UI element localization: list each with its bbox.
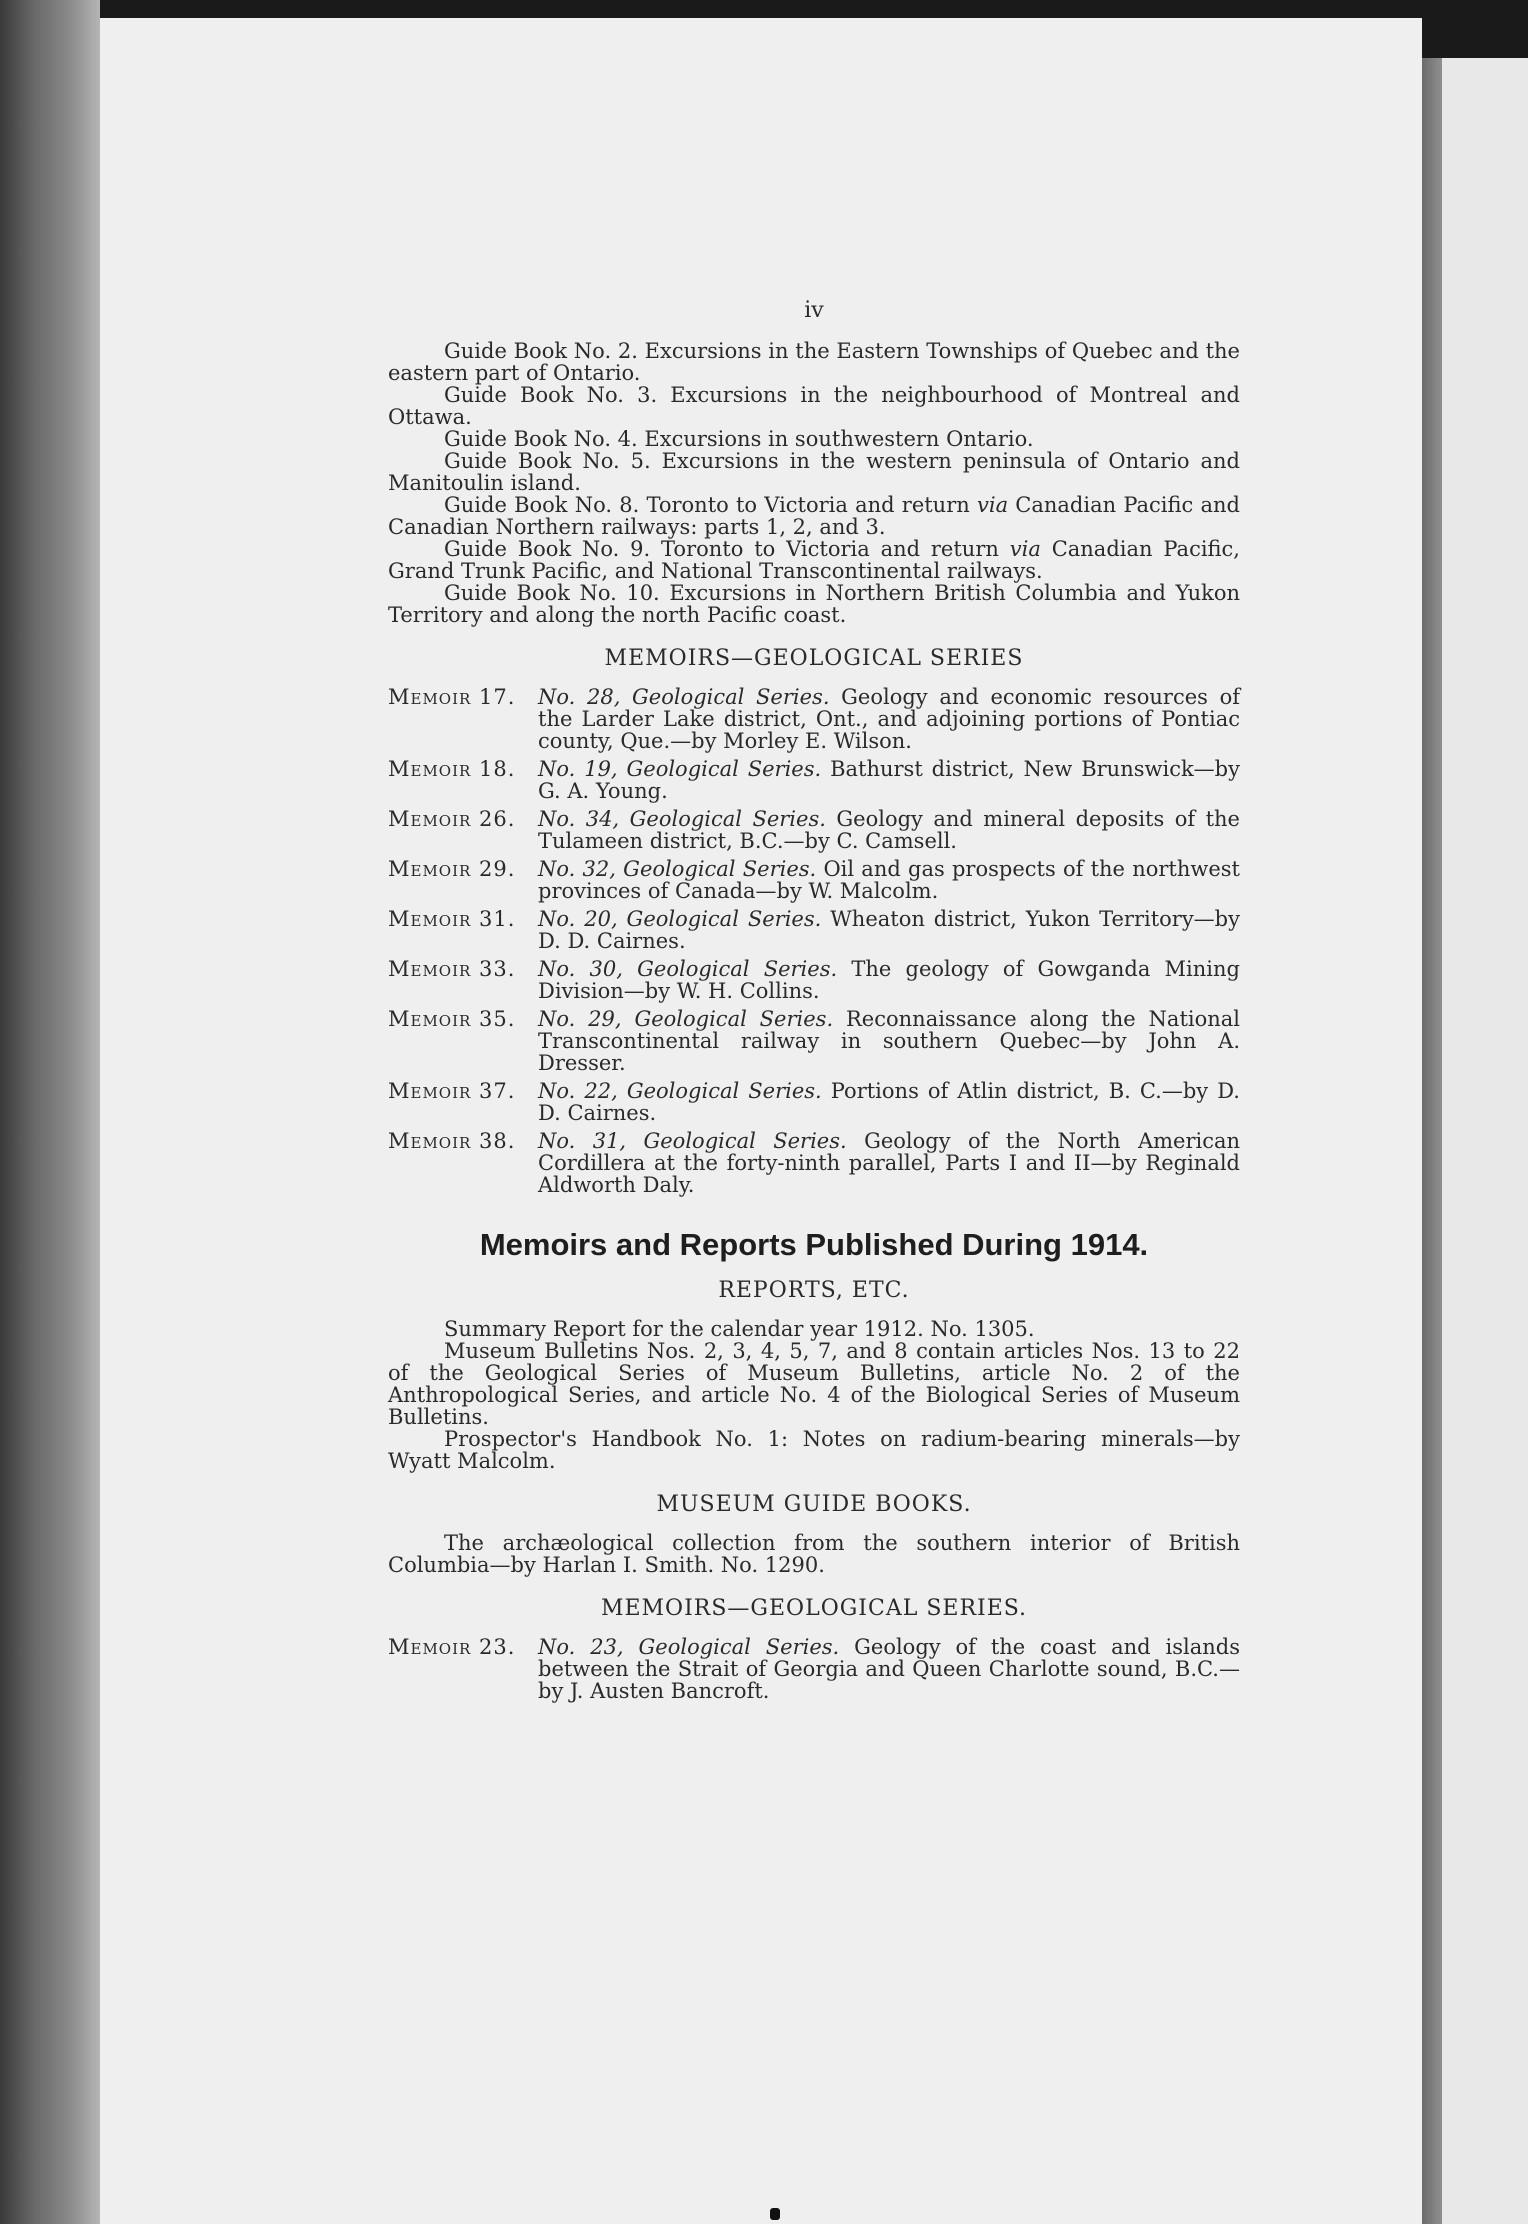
scan-artifact (770, 2208, 780, 2220)
memoir-description: Wheaton district, Yukon Territory—by D. D. Cairnes. (538, 907, 1240, 953)
memoir-text (538, 858, 1240, 902)
memoir-label: Memoir 17. (388, 685, 516, 709)
memoir-series: No. 34, Geological Series. (538, 807, 826, 831)
memoir-text (538, 686, 1240, 752)
memoir-series: No. 32, Geological Series. (538, 857, 817, 881)
facing-page (1442, 58, 1528, 2224)
guide-book-entry (388, 428, 1240, 450)
memoir-description: Oil and gas prospects of the northwest provinces of Canada—by W. Malcolm. (538, 857, 1240, 903)
memoir-text (538, 1080, 1240, 1124)
memoir-text (538, 1130, 1240, 1196)
guide-book-text: Canadian Pacific and Canadian Northern railways: parts 1, 2, and 3. (388, 493, 1240, 539)
guide-book-lead: Guide Book No. 8. (444, 493, 640, 517)
memoir-entry (388, 1636, 1240, 1702)
memoir-label: Memoir 18. (388, 757, 516, 781)
guide-book-lead: Guide Book No. 9. (444, 537, 651, 561)
memoir-description: The geology of Gowganda Mining Division—by W. H. Collins. (538, 957, 1240, 1003)
memoir-label: Memoir 33. (388, 957, 516, 981)
guide-book-list (388, 340, 1240, 626)
memoir-text (538, 958, 1240, 1002)
memoir-description: Geology of the North American Cordillera at the forty-ninth parallel, Parts I and II—by Reginald Aldworth Daly. (538, 1129, 1241, 1197)
memoir-label: Memoir 37. (388, 1079, 516, 1103)
memoir-text (538, 758, 1240, 802)
memoir-description: Geology of the coast and islands between the Strait of Georgia and Queen Charlotte sound, B.C.—by J. Austen Bancroft. (538, 1635, 1240, 1703)
guide-book-text: Excursions in Northern British Columbia and Yukon Territory and along the north Pacific coast. (388, 581, 1241, 627)
guide-book-via: via (1009, 537, 1041, 561)
guide-book-text: Excursions in the western peninsula of Ontario and Manitoulin island. (388, 449, 1240, 495)
guide-book-lead: Guide Book No. 4. (444, 427, 638, 451)
memoir-entry (388, 958, 1240, 1002)
guide-book-lead: Guide Book No. 10. (444, 581, 660, 605)
memoir-label: Memoir 38. (388, 1129, 516, 1153)
memoir-description: Geology and mineral deposits of the Tulameen district, B.C.—by C. Camsell. (538, 807, 1240, 853)
memoir-text (538, 1008, 1240, 1074)
memoir-text (538, 908, 1240, 952)
section-title-reports: REPORTS, ETC. (718, 1278, 910, 1303)
museum-guide-entry: The archæological collection from the southern interior of British Columbia—by Harlan I. Smith. No. 1290. (388, 1531, 1240, 1577)
guide-book-entry (388, 340, 1240, 384)
guide-book-entry (388, 538, 1240, 582)
memoir-entry (388, 686, 1240, 752)
memoir-label: Memoir 26. (388, 807, 516, 831)
guide-book-via: via (976, 493, 1009, 517)
memoir-label: Memoir 23. (388, 1635, 516, 1659)
memoir-label: Memoir 31. (388, 907, 516, 931)
memoir-description: Geology and economic resources of the Larder Lake district, Ont., and adjoining portions of Pontiac county, Que.—by Morley E. Wilson. (538, 685, 1240, 753)
report-entry: Prospector's Handbook No. 1: Notes on radium-bearing minerals—by Wyatt Malcolm. (388, 1427, 1240, 1473)
memoir-text (538, 1636, 1240, 1702)
memoir-series: No. 23, Geological Series. (538, 1635, 840, 1659)
guide-book-text: Excursions in southwestern Ontario. (644, 427, 1034, 451)
guide-book-text: Toronto to Victoria and return (661, 537, 999, 561)
memoir-series: No. 31, Geological Series. (538, 1129, 847, 1153)
memoir-list (388, 686, 1240, 1196)
memoir-series: No. 30, Geological Series. (538, 957, 838, 981)
memoir-series: No. 19, Geological Series. (538, 757, 822, 781)
memoir-entry (388, 808, 1240, 852)
guide-book-entry (388, 494, 1240, 538)
guide-book-entry (388, 450, 1240, 494)
memoir-entry (388, 1080, 1240, 1124)
section-title-memoirs: MEMOIRS—GEOLOGICAL SERIES (604, 646, 1024, 671)
book-spine-edge (0, 0, 100, 2224)
guide-book-lead: Guide Book No. 5. (444, 449, 651, 473)
memoir-list-1914 (388, 1636, 1240, 1702)
memoir-series: No. 28, Geological Series. (538, 685, 830, 709)
report-entry: Summary Report for the calendar year 1912. No. 1305. (444, 1317, 1035, 1341)
heading-1914: Memoirs and Reports Published During 1914. (479, 1227, 1149, 1262)
reports-list (388, 1318, 1240, 1472)
memoir-label: Memoir 35. (388, 1007, 516, 1031)
memoir-entry (388, 1008, 1240, 1074)
memoir-description: Portions of Atlin district, B. C.—by D. D. Cairnes. (538, 1079, 1240, 1125)
memoir-entry (388, 758, 1240, 802)
memoir-series: No. 22, Geological Series. (538, 1079, 822, 1103)
guide-book-entry (388, 582, 1240, 626)
guide-book-text: Toronto to Victoria and return (646, 493, 970, 517)
memoir-entry (388, 1130, 1240, 1196)
page-gutter (1422, 58, 1442, 2224)
memoir-text (538, 808, 1240, 852)
page-content (388, 300, 1240, 1708)
report-entry: Museum Bulletins Nos. 2, 3, 4, 5, 7, and 8 contain articles Nos. 13 to 22 of the Geological Series of Museum Bulletins, article No. 2 of the Anthropological Series, and article No. 4 of the Biological Series of Museum Bulletins. (388, 1339, 1240, 1429)
section-title-museum-guide-books: MUSEUM GUIDE BOOKS. (656, 1492, 972, 1517)
guide-book-lead: Guide Book No. 3. (444, 383, 658, 407)
guide-book-text: Canadian Pacific, Grand Trunk Pacific, and National Transcontinental railways. (388, 537, 1240, 583)
guide-book-lead: Guide Book No. 2. (444, 339, 638, 363)
memoir-description: Bathurst district, New Brunswick—by G. A. Young. (538, 757, 1240, 803)
section-title-memoirs-1914: MEMOIRS—GEOLOGICAL SERIES. (600, 1596, 1028, 1621)
memoir-entry (388, 908, 1240, 952)
guide-book-entry (388, 384, 1240, 428)
page-number: iv (804, 298, 824, 323)
memoir-entry (388, 858, 1240, 902)
memoir-series: No. 29, Geological Series. (538, 1007, 834, 1031)
memoir-label: Memoir 29. (388, 857, 516, 881)
guide-book-text: Excursions in the neighbourhood of Montreal and Ottawa. (388, 383, 1240, 429)
guide-book-text: Excursions in the Eastern Townships of Quebec and the eastern part of Ontario. (388, 339, 1240, 385)
memoir-series: No. 20, Geological Series. (538, 907, 822, 931)
memoir-description: Reconnaissance along the National Transcontinental railway in southern Quebec—by John A. Dresser. (538, 1007, 1240, 1075)
